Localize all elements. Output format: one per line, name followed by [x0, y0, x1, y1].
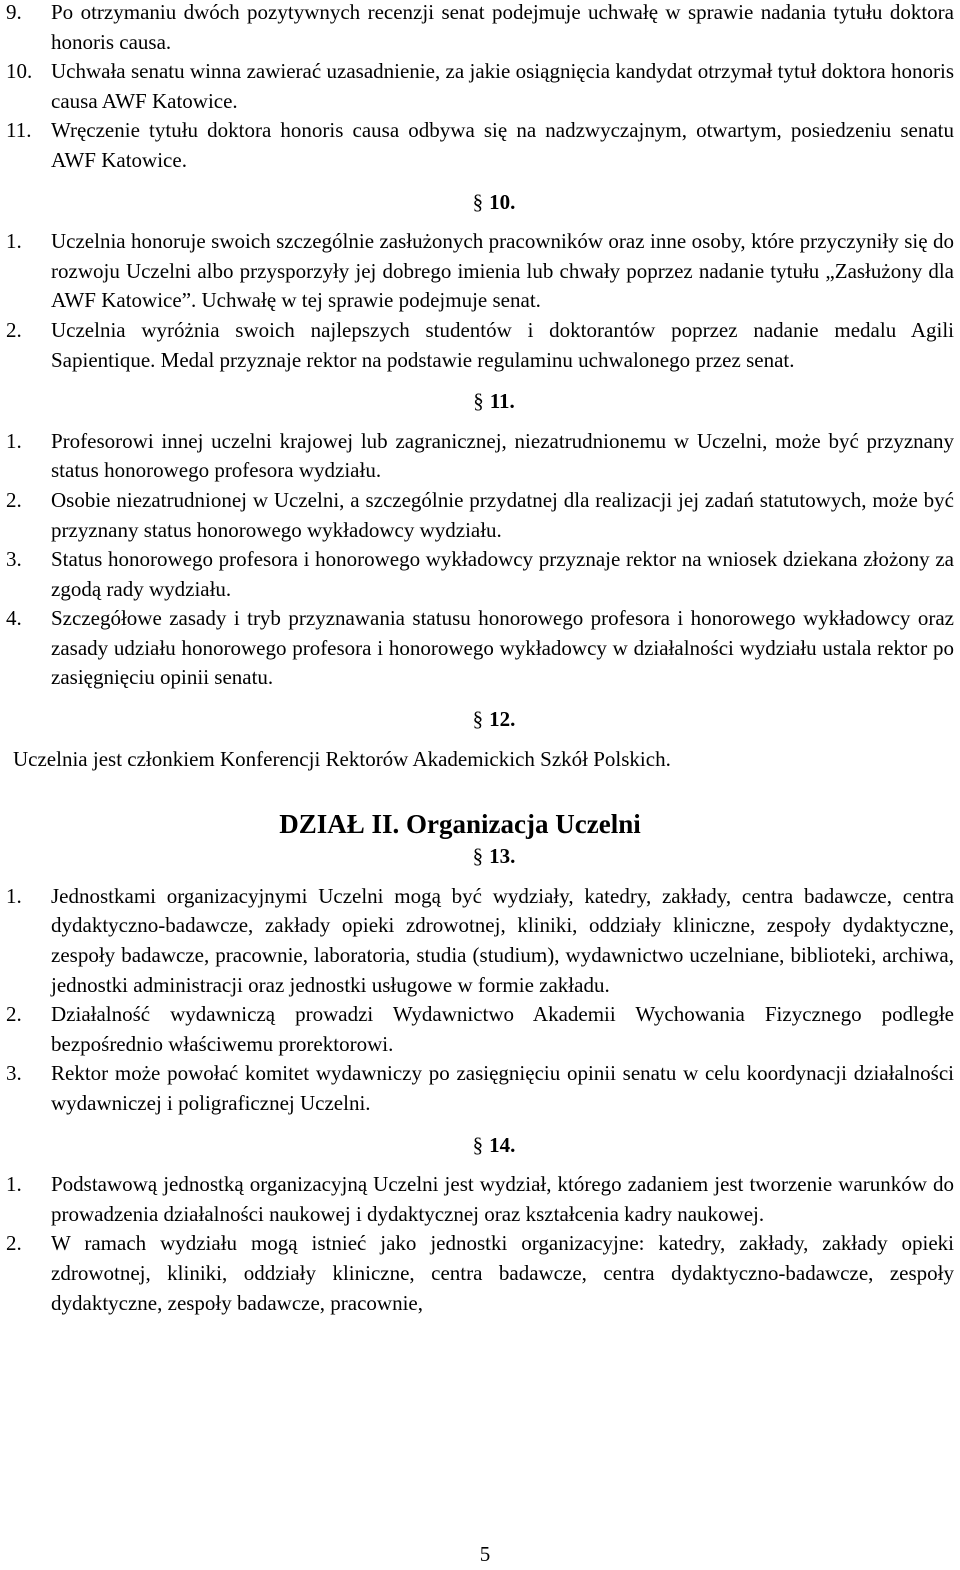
document-page	[6, 0, 954, 1318]
paragraph-number: 1.	[6, 883, 22, 908]
paragraph-text: Osobie niezatrudnionej w Uczelni, a szczególnie przydatnej dla realizacji jej zadań statutowych, może być przyznany status honorowego wykładowcy wydziału.	[51, 487, 954, 542]
numbered-paragraph	[6, 0, 954, 57]
paragraph-text: Działalność wydawniczą prowadzi Wydawnictwo Akademii Wychowania Fizycznego podległe bezpośrednio właściwemu prorektorowi.	[51, 1002, 954, 1056]
paragraph-number: 11.	[6, 118, 32, 143]
numbered-paragraph	[6, 604, 954, 693]
paragraph-text: Wręczenie tytułu doktora honoris causa odbywa się na nadzwyczajnym, otwartym, posiedzeniu senatu AWF Katowice.	[51, 118, 954, 172]
numbered-paragraph	[6, 316, 954, 375]
paragraph-text: Uchwała senatu winna zawierać uzasadnienie, za jakie osiągnięcia kandydat otrzymał tytuł doktora honoris causa AWF Katowice.	[51, 59, 954, 113]
section-symbol: §	[472, 1132, 484, 1157]
numbered-paragraph	[6, 882, 954, 1000]
paragraph-text: Podstawową jednostką organizacyjną Uczelni jest wydział, którego zadaniem jest tworzenie warunków do prowadzenia działalności naukowej i dydaktycznej oraz kształcenia kadry naukowej.	[51, 1172, 954, 1226]
section-number: 12.	[489, 707, 516, 732]
numbered-paragraph	[6, 1000, 954, 1059]
paragraph-number: 3.	[6, 1061, 22, 1086]
paragraph-number: 10.	[6, 59, 33, 84]
numbered-paragraph	[6, 1170, 954, 1229]
paragraph-text: Rektor może powołać komitet wydawniczy po zasięgnięciu opinii senatu w celu koordynacji działalności wydawniczej i poligraficznej Uczelni.	[51, 1061, 954, 1115]
paragraph-text: Szczegółowe zasady i tryb przyznawania statusu honorowego profesora i honorowego wykładowcy oraz zasady udziału honorowego profesora i honorowego wykładowcy w działalności wydziału ustala rektor po zasięgnięciu opinii senatu.	[51, 606, 954, 690]
paragraph-number: 2.	[6, 1002, 22, 1027]
paragraph-text: Jednostkami organizacyjnymi Uczelni mogą być wydziały, katedry, zakłady, centra badawcze, centra dydaktyczno-badawcze, zakłady opieki zdrowotnej, kliniki, oddziały kliniczne, zespoły dydaktyczne, zespoły badawcze, pracownie, laboratoria, studia (studium), wydawnictwo uczelniane, biblioteki, archiwa, jednostki administracji oraz jednostki usługowe w formie zakładu.	[51, 883, 954, 997]
paragraph-number: 3.	[6, 547, 22, 572]
paragraph-number: 2.	[6, 1231, 22, 1256]
paragraph-number: 1.	[6, 1172, 22, 1197]
paragraph-number: 1.	[6, 428, 22, 453]
section-heading	[6, 842, 954, 872]
section-symbol: §	[472, 844, 484, 869]
plain-paragraph: Uczelnia jest członkiem Konferencji Rektorów Akademickich Szkół Polskich.	[13, 746, 671, 771]
section-heading	[6, 188, 954, 218]
section-heading	[6, 387, 954, 417]
section-symbol: §	[472, 189, 484, 214]
page-number: 5	[479, 1542, 491, 1566]
paragraph-text: Uczelnia honoruje swoich szczególnie zasłużonych pracowników oraz inne osoby, które przyczyniły się do rozwoju Uczelni albo przysporzyły jej dobrego imienia lub chwały poprzez nadanie tytułu „Zasłużony dla AWF Katowice”. Uchwałę w tej sprawie podejmuje senat.	[51, 229, 954, 313]
numbered-paragraph	[6, 486, 954, 545]
section-heading	[6, 1131, 954, 1161]
numbered-paragraph	[6, 427, 954, 486]
numbered-paragraph	[6, 1059, 954, 1118]
part-heading: DZIAŁ II. Organizacja Uczelni	[279, 809, 641, 840]
section-number: 14.	[489, 1132, 516, 1157]
section-number: 10.	[489, 189, 516, 214]
paragraph-number: 2.	[6, 487, 22, 512]
paragraph-number: 1.	[6, 229, 22, 254]
paragraph-text: Uczelnia wyróżnia swoich najlepszych studentów i doktorantów poprzez nadanie medalu Agili Sapientique. Medal przyznaje rektor na podstawie regulaminu uchwalonego przez senat.	[51, 317, 954, 372]
section-number: 13.	[489, 844, 516, 869]
numbered-paragraph	[6, 1229, 954, 1318]
numbered-paragraph	[6, 545, 954, 604]
paragraph-number: 2.	[6, 317, 22, 342]
paragraph-number: 9.	[6, 0, 22, 24]
paragraph-text: Status honorowego profesora i honorowego wykładowcy przyznaje rektor na wniosek dziekana złożony za zgodą rady wydziału.	[51, 547, 954, 601]
numbered-paragraph	[6, 116, 954, 175]
paragraph-text: W ramach wydziału mogą istnieć jako jednostki organizacyjne: katedry, zakłady, zakłady opieki zdrowotnej, kliniki, oddziały kliniczne, centra badawcze, centra dydaktyczno-badawcze, zespoły dydaktyczne, zespoły badawcze, pracownie,	[51, 1231, 954, 1315]
paragraph-text: Profesorowi innej uczelni krajowej lub zagranicznej, niezatrudnionemu w Uczelni, może być przyznany status honorowego profesora wydziału.	[51, 428, 954, 483]
paragraph-number: 4.	[6, 606, 22, 631]
section-symbol: §	[472, 707, 484, 732]
section-number: 11.	[489, 389, 515, 414]
section-heading	[6, 705, 954, 735]
paragraph-text: Po otrzymaniu dwóch pozytywnych recenzji senat podejmuje uchwałę w sprawie nadania tytułu doktora honoris causa.	[51, 0, 954, 54]
numbered-paragraph	[6, 57, 954, 116]
numbered-paragraph	[6, 227, 954, 316]
section-symbol: §	[473, 389, 484, 414]
